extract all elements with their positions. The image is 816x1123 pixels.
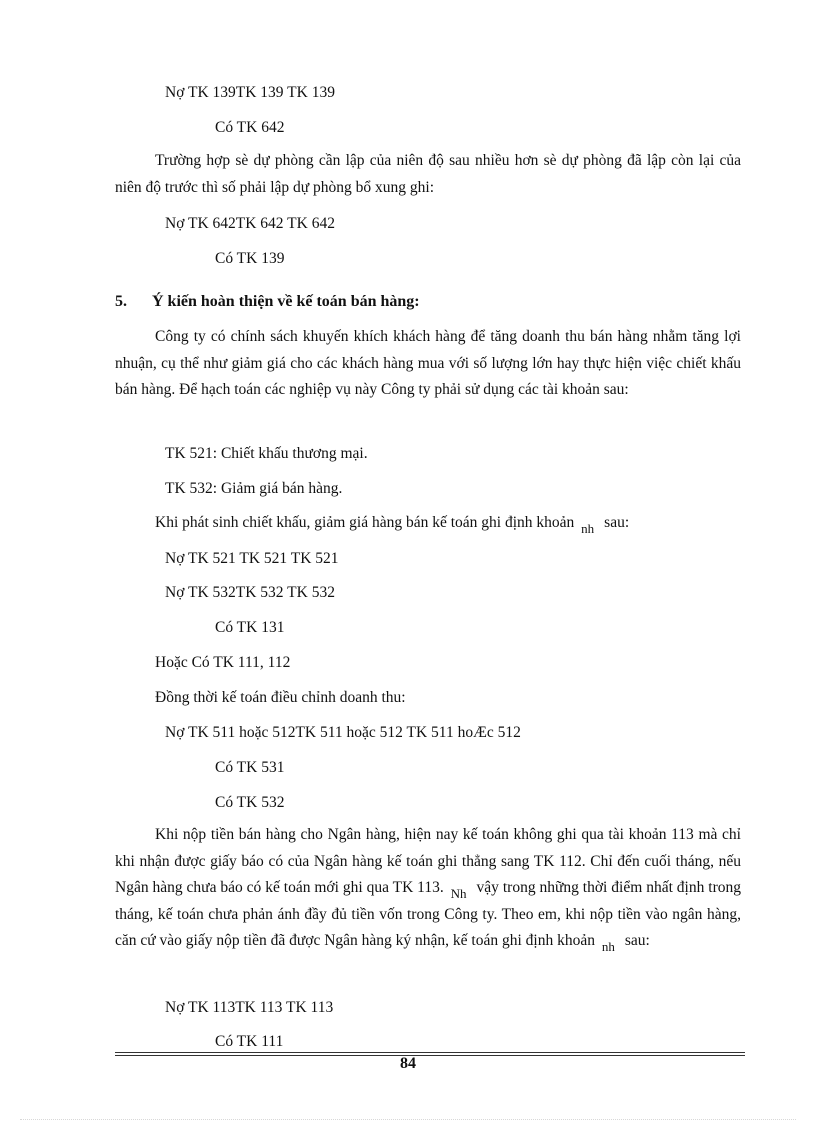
journal-debit-line: Nợ TK 532TK 532 TK 532 [165,584,335,601]
text-fragment: sau: [624,932,650,949]
journal-debit-line: Nợ TK 511 hoặc 512TK 511 hoặc 512 TK 511 hoÆc 512 [165,724,521,741]
paragraph [115,822,741,955]
text-line: Hoặc Có TK 111, 112 [155,654,291,671]
journal-debit-line: Nợ TK 521 TK 521 TK 521 [165,550,339,567]
page-number: 84 [400,1055,416,1072]
journal-credit-line: Có TK 531 [215,759,285,776]
page-bottom-border [20,1119,796,1120]
journal-credit-line: Có TK 532 [215,794,285,811]
paragraph: Công ty có chính sách khuyến khích khách hàng để tăng doanh thu bán hàng nhằm tăng lợi nhuận, cụ thể như giảm giá cho các khách hàng mua với số lượng lớn hay thực hiện việc chiết khấu bán hàng. Để hạch toán các nghiệp vụ này Công ty phải sử dụng các tài khoản sau: [115,328,741,398]
journal-credit-line: Có TK 111 [215,1033,284,1050]
account-line: TK 521: Chiết khấu thương mại. [165,445,368,462]
journal-debit-line: Nợ TK 642TK 642 TK 642 [165,215,335,232]
stray-subscript: nh [601,939,615,954]
stray-subscript: Nh [450,886,467,901]
journal-debit-line: Nợ TK 113TK 113 TK 113 [165,999,334,1016]
paragraph: Trường hợp sè dự phòng cần lập của niên độ sau nhiều hơn sè dự phòng đã lập còn lại của niên độ trước thì số phải lập dự phòng bổ xung ghi: [115,152,741,196]
text-line [155,513,630,536]
section-heading [115,292,420,312]
text-fragment: sau: [604,514,630,531]
account-line: TK 532: Giảm giá bán hàng. [165,480,343,497]
journal-credit-line: Có TK 642 [215,119,285,136]
journal-debit-line: Nợ TK 139TK 139 TK 139 [165,84,335,101]
text-line: Đồng thời kế toán điều chỉnh doanh thu: [155,689,406,706]
text-fragment: vậy trong những thời điểm nhất định trong tháng, kế toán chưa phản ánh đầy đủ tiền vốn trong Công ty. Theo em, khi nộp tiền vào ngân hàng, căn cứ vào giấy nộp tiền đã được Ngân hàng ký nhận, kế toán ghi định khoản [115,879,741,949]
text-fragment: Khi phát sinh chiết khấu, giảm giá hàng bán kế toán ghi định khoản [155,514,575,531]
section-title: Ý kiến hoàn thiện về kế toán bán hàng: [152,293,420,310]
journal-credit-line: Có TK 139 [215,250,285,267]
journal-credit-line: Có TK 131 [215,619,285,636]
stray-subscript: nh [581,521,595,536]
section-number: 5. [115,293,127,310]
text-fragment: Khi nộp tiền bán hàng cho Ngân hàng, hiện nay kế toán không ghi qua tài khoản 113 mà chỉ khi nhận được giấy báo có của Ngân hàng kế toán ghi thẳng sang TK 112. Chỉ đến cuối tháng, nếu Ngân hàng chưa báo có kế toán mới ghi qua TK 113. [115,826,741,896]
footer-rule [115,1052,745,1053]
